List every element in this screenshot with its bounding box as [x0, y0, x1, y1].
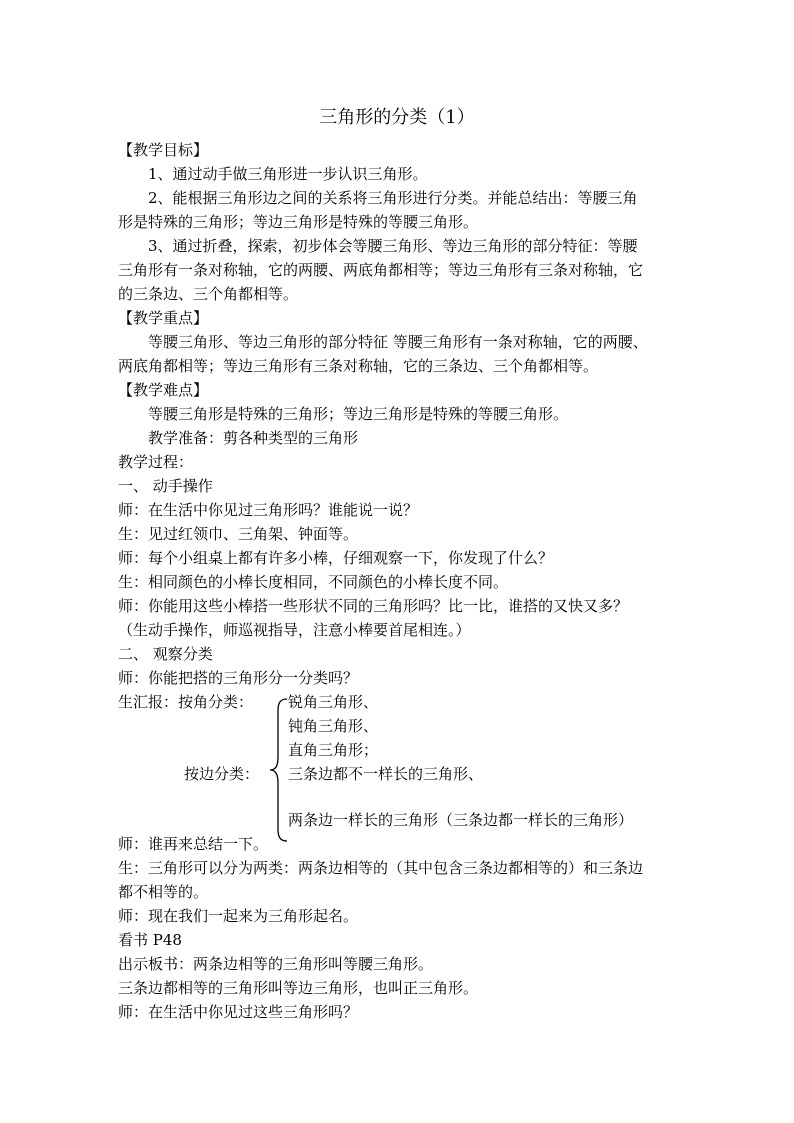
angle-category-right: 直角三角形； — [288, 741, 379, 759]
key-points-line-1: 等腰三角形、等边三角形的部分特征 等腰三角形有一条对称轴，它的两腰、 — [148, 333, 648, 351]
difficulties-line: 等腰三角形是特殊的三角形；等边三角形是特殊的等腰三角形。 — [148, 405, 569, 423]
section-heading-key-points: 【教学重点】 — [118, 309, 209, 327]
section-heading-objectives: 【教学目标】 — [118, 141, 209, 159]
objective-2-line-2: 形是特殊的三角形；等边三角形是特殊的等腰三角形。 — [118, 213, 479, 231]
angle-category-acute: 锐角三角形、 — [288, 693, 379, 711]
dialogue-line: 生：见过红领巾、三角架、钟面等。 — [118, 525, 359, 543]
process-heading: 教学过程： — [118, 453, 194, 471]
dialogue-line: 师：在生活中你见过这些三角形吗？ — [118, 1003, 359, 1021]
objective-3-line-3: 的三条边、三个角都相等。 — [118, 285, 299, 303]
preparation-line: 教学准备：剪各种类型的三角形 — [148, 429, 359, 447]
dialogue-line: 师：谁再来总结一下。 — [118, 835, 269, 853]
objective-2-line-1: 2、能根据三角形边之间的关系将三角形进行分类。并能总结出：等腰三角 — [148, 189, 638, 207]
dialogue-line: 师：你能用这些小棒搭一些形状不同的三角形吗？比一比，谁搭的又快又多？ — [118, 597, 629, 615]
dialogue-line: 师：你能把搭的三角形分一分类吗？ — [118, 669, 359, 687]
board-writing-line-2: 三条边都相等的三角形叫等边三角形，也叫正三角形。 — [118, 979, 479, 997]
summary-line-1: 生：三角形可以分为两类：两条边相等的（其中包含三条边都相等的）和三条边 — [118, 859, 644, 877]
objective-3-line-2: 三角形有一条对称轴，它的两腰、两底角都相等；等边三角形有三条对称轴，它 — [118, 261, 644, 279]
board-writing-line-1: 出示板书：两条边相等的三角形叫等腰三角形。 — [118, 955, 434, 973]
objective-3-line-1: 3、通过折叠，探索，初步体会等腰三角形、等边三角形的部分特征：等腰 — [148, 237, 638, 255]
step-1-heading: 一、 动手操作 — [118, 477, 213, 495]
side-category-isosceles: 两条边一样长的三角形（三条边都一样长的三角形） — [288, 811, 634, 829]
key-points-line-2: 两底角都相等；等边三角形有三条对称轴，它的三条边、三个角都相等。 — [118, 357, 599, 375]
step-2-heading: 二、 观察分类 — [118, 645, 213, 663]
dialogue-line: 师：每个小组桌上都有许多小棒，仔细观察一下，你发现了什么？ — [118, 549, 554, 567]
dialogue-line: 生：相同颜色的小棒长度相同，不同颜色的小棒长度不同。 — [118, 573, 509, 591]
dialogue-line: 师：在生活中你见过三角形吗？谁能说一说？ — [118, 501, 419, 519]
page-title: 三角形的分类（1） — [319, 107, 475, 128]
dialogue-line: （生动手操作，师巡视指导，注意小棒要首尾相连。） — [118, 621, 471, 639]
book-reference: 看书 P48 — [118, 931, 182, 949]
report-angle-label: 生汇报：按角分类： — [118, 693, 254, 711]
objective-1: 1、通过动手做三角形进一步认识三角形。 — [148, 165, 428, 183]
side-category-scalene: 三条边都不一样长的三角形、 — [288, 765, 484, 783]
section-heading-difficulties: 【教学难点】 — [118, 381, 209, 399]
report-side-label: 按边分类： — [184, 765, 260, 783]
angle-category-obtuse: 钝角三角形、 — [288, 717, 379, 735]
dialogue-line: 师：现在我们一起来为三角形起名。 — [118, 907, 359, 925]
summary-line-2: 都不相等的。 — [118, 883, 209, 901]
